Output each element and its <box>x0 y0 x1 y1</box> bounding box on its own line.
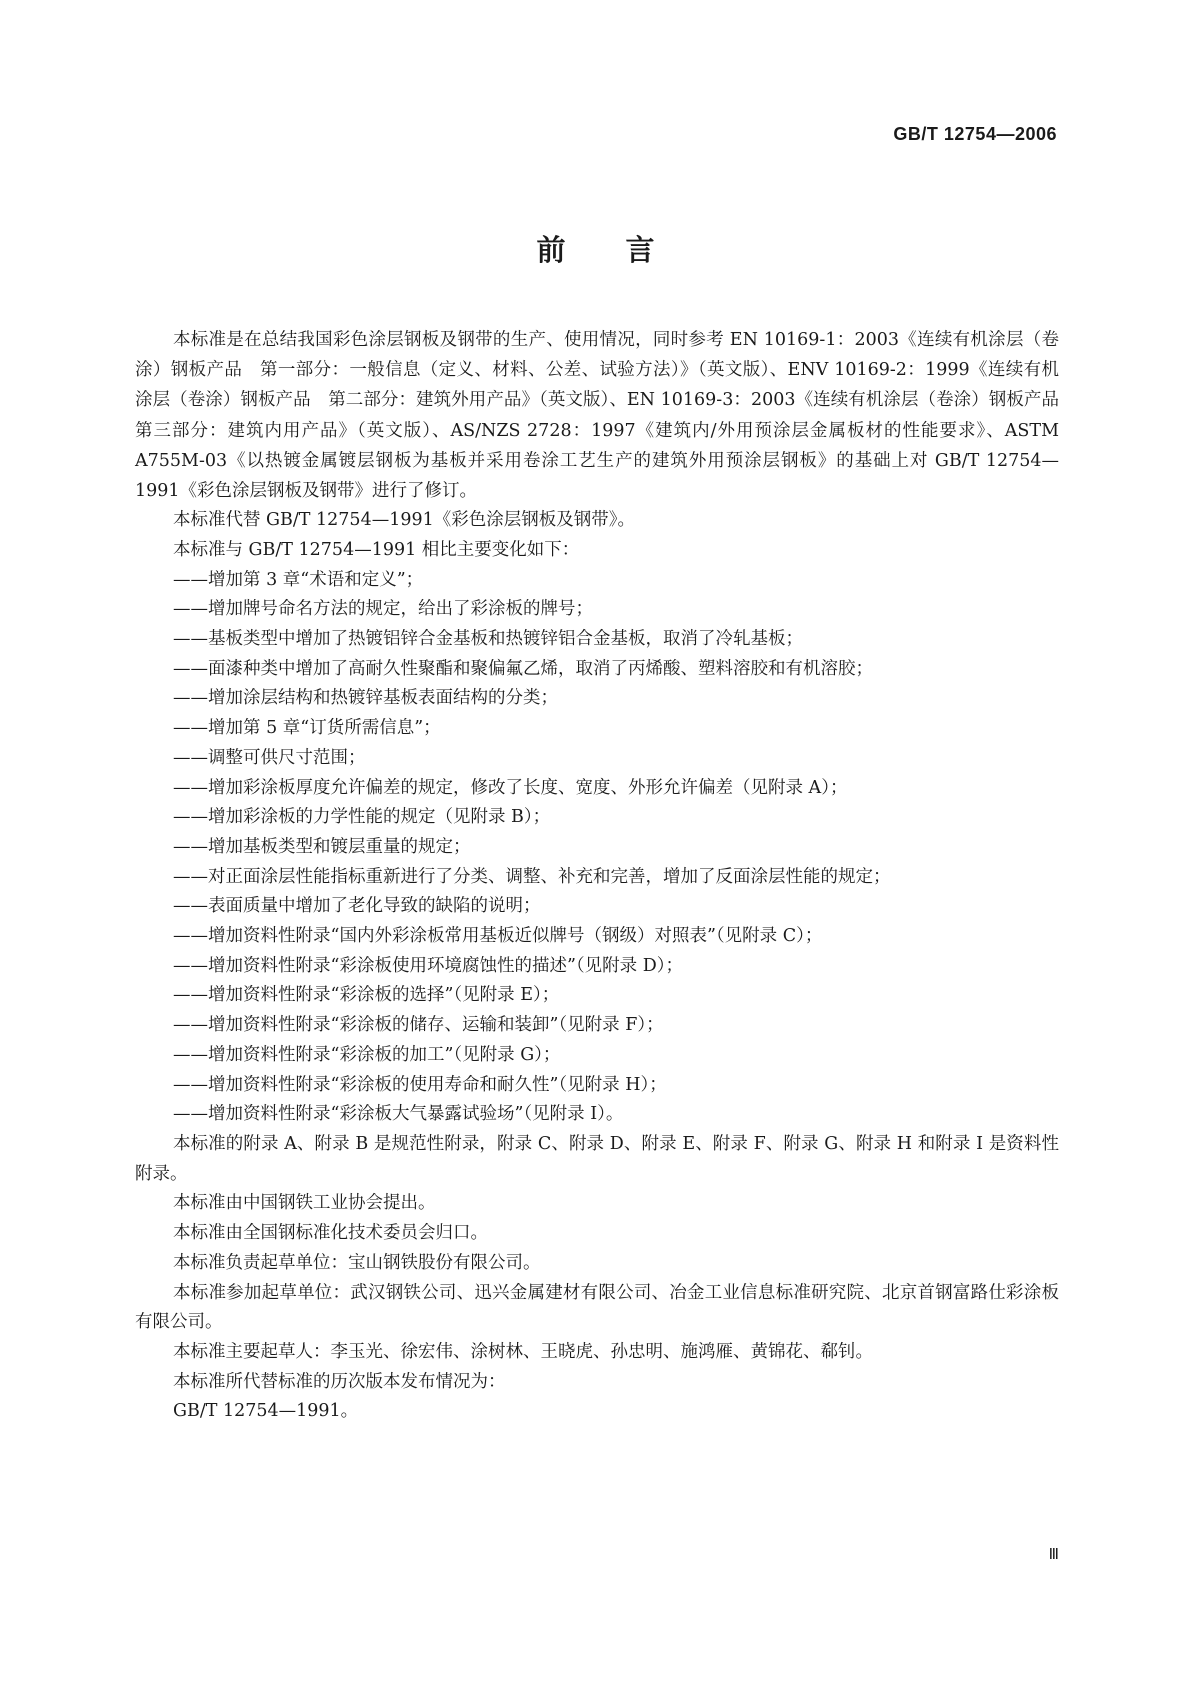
change-item: ——调整可供尺寸范围； <box>173 747 366 768</box>
change-item: ——增加资料性附录“彩涂板的加工”（见附录 G）； <box>173 1044 561 1065</box>
change-item: ——表面质量中增加了老化导致的缺陷的说明； <box>173 896 541 917</box>
change-item: ——对正面涂层性能指标重新进行了分类、调整、补充和完善，增加了反面涂层性能的规定； <box>173 866 891 887</box>
foreword-body <box>135 325 1077 1427</box>
change-item: ——增加牌号命名方法的规定，给出了彩涂板的牌号； <box>173 599 593 620</box>
changes-intro: 本标准与 GB/T 12754—1991 相比主要变化如下： <box>173 539 580 560</box>
change-item: ——增加资料性附录“彩涂板的使用寿命和耐久性”（见附录 H）； <box>173 1074 667 1095</box>
change-item: ——增加资料性附录“彩涂板使用环境腐蚀性的描述”（见附录 D）； <box>173 955 683 976</box>
changes-list <box>135 566 1059 1130</box>
change-item: ——增加资料性附录“彩涂板的选择”（见附录 E）； <box>173 985 560 1006</box>
standard-code-header: GB/T 12754—2006 <box>893 124 1057 144</box>
change-item: ——增加第 3 章“术语和定义”； <box>173 569 424 590</box>
history-item: GB/T 12754—1991。 <box>173 1401 359 1422</box>
change-item: ——增加资料性附录“彩涂板的储存、运输和装卸”（见附录 F）； <box>173 1015 664 1036</box>
change-item: ——增加基板类型和镀层重量的规定； <box>173 836 471 857</box>
annex-note: 本标准的附录 A、附录 B 是规范性附录，附录 C、附录 D、附录 E、附录 F、附录 G、附录 H 和附录 I 是资料性附录。 <box>135 1133 1059 1184</box>
replaces-paragraph: 本标准代替 GB/T 12754—1991《彩色涂层钢板及钢带》。 <box>173 510 635 531</box>
change-item: ——增加彩涂板的力学性能的规定（见附录 B）； <box>173 807 551 828</box>
change-item: ——增加彩涂板厚度允许偏差的规定，修改了长度、宽度、外形允许偏差（见附录 A）； <box>173 777 848 798</box>
drafting-unit: 本标准负责起草单位：宝山钢铁股份有限公司。 <box>173 1252 541 1273</box>
change-item: ——增加第 5 章“订货所需信息”； <box>173 718 441 739</box>
history-intro: 本标准所代替标准的历次版本发布情况为： <box>173 1371 506 1392</box>
drafters: 本标准主要起草人：李玉光、徐宏伟、涂树林、王晓虎、孙忠明、施鸿雁、黄锦花、郗钊。 <box>173 1341 873 1362</box>
proposed-by: 本标准由中国钢铁工业协会提出。 <box>173 1193 436 1214</box>
intro-paragraph: 本标准是在总结我国彩色涂层钢板及钢带的生产、使用情况，同时参考 EN 10169-1：2003《连续有机涂层（卷涂）钢板产品 第一部分：一般信息（定义、材料、公差、试验方法）》（英文版）、ENV 10169-2：1999《连续有机涂层（卷涂）钢板产品 第二部分：建筑外用产品》（英文版）、EN 10169-3：2003《连续有机涂层（卷涂）钢板产品 第三部分：建筑内用产品》（英文版）、AS/NZS 2728：1997《建筑内/外用预涂层金属板材的性能要求》、ASTM A755M-03《以热镀金属镀层钢板为基板并采用卷涂工艺生产的建筑外用预涂层钢板》的基础上对 GB/T 12754—1991《彩色涂层钢板及钢带》进行了修订。 <box>135 330 1077 502</box>
page-number: Ⅲ <box>1048 1545 1059 1563</box>
page-title: 前言 <box>536 233 715 267</box>
change-item: ——基板类型中增加了热镀铝锌合金基板和热镀锌铝合金基板，取消了冷轧基板； <box>173 629 803 650</box>
managed-by: 本标准由全国钢标准化技术委员会归口。 <box>173 1223 488 1244</box>
change-item: ——增加资料性附录“国内外彩涂板常用基板近似牌号（钢级）对照表”（见附录 C）； <box>173 926 823 947</box>
change-item: ——面漆种类中增加了高耐久性聚酯和聚偏氟乙烯，取消了丙烯酸、塑料溶胶和有机溶胶； <box>173 658 873 679</box>
participating-units: 本标准参加起草单位：武汉钢铁公司、迅兴金属建材有限公司、冶金工业信息标准研究院、北京首钢富路仕彩涂板有限公司。 <box>135 1282 1059 1333</box>
change-item: ——增加涂层结构和热镀锌基板表面结构的分类； <box>173 688 558 709</box>
change-item: ——增加资料性附录“彩涂板大气暴露试验场”（见附录 I）。 <box>173 1104 624 1125</box>
